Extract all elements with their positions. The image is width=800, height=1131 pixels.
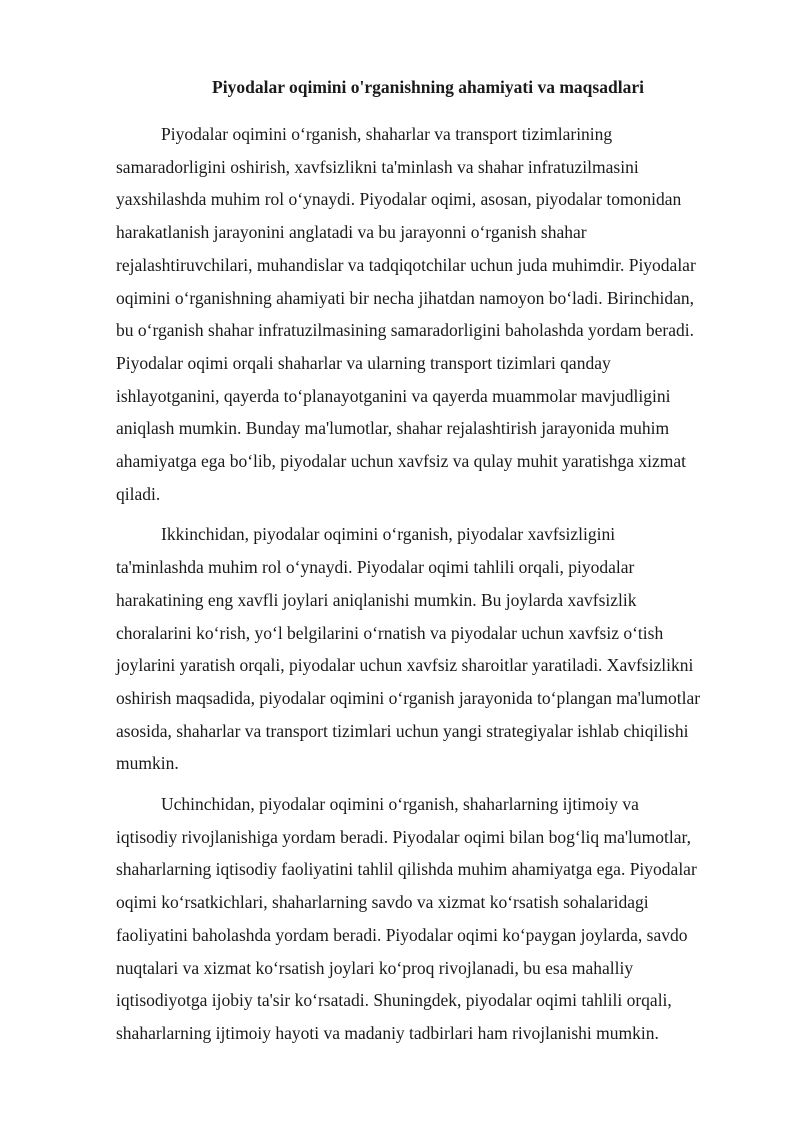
text-line: oshirish maqsadida, piyodalar oqimini o‘rganish jarayonida to‘plangan ma'lumotlar [116,687,701,708]
text-line: yaxshilashda muhim rol o‘ynaydi. Piyodalar oqimi, asosan, piyodalar tomonidan [116,189,682,210]
text-line: harakatlanish jarayonini anglatadi va bu jarayonni o‘rganish shahar [116,222,587,243]
text-line: mumkin. [116,753,179,774]
text-line: Ikkinchidan, piyodalar oqimini o‘rganish, piyodalar xavfsizligini [161,524,616,545]
text-line: harakatining eng xavfli joylari aniqlanishi mumkin. Bu joylarda xavfsizlik [116,589,637,610]
document-body [116,118,746,1058]
text-line: ishlayotganini, qayerda to‘planayotganini va qayerda muammolar mavjudligini [116,385,671,406]
text-line: oqimi ko‘rsatkichlari, shaharlarning savdo va xizmat ko‘rsatish sohalaridagi [116,892,649,913]
text-line: Piyodalar oqimi orqali shaharlar va ularning transport tizimlari qanday [116,352,611,373]
paragraph-3 [116,788,746,1050]
text-line: rejalashtiruvchilari, muhandislar va tadqiqotchilar uchun juda muhimdir. Piyodalar [116,254,696,275]
text-line: joylarini yaratish orqali, piyodalar uchun xavfsiz sharoitlar yaratiladi. Xavfsizlikni [116,655,694,676]
text-line: aniqlash mumkin. Bunday ma'lumotlar, shahar rejalashtirish jarayonida muhim [116,418,670,439]
document-title: Piyodalar oqimini o'rganishning ahamiyati va maqsadlari [212,77,644,97]
paragraph-2 [116,518,746,780]
text-line: bu o‘rganish shahar infratuzilmasining samaradorligini baholashda yordam beradi. [116,320,694,341]
text-line: faoliyatini baholashda yordam beradi. Piyodalar oqimi ko‘paygan joylarda, savdo [116,924,688,945]
paragraph-1 [116,118,746,510]
text-line: ahamiyatga ega bo‘lib, piyodalar uchun xavfsiz va qulay muhit yaratishga xizmat [116,451,687,472]
text-line: shaharlarning iqtisodiy faoliyatini tahlil qilishda muhim ahamiyatga ega. Piyodalar [116,859,697,880]
text-line: oqimini o‘rganishning ahamiyati bir necha jihatdan namoyon bo‘ladi. Birinchidan, [116,287,695,308]
text-line: iqtisodiy rivojlanishiga yordam beradi. Piyodalar oqimi bilan bog‘liq ma'lumotlar, [116,826,691,847]
text-line: qiladi. [116,483,161,504]
text-line: samaradorligini oshirish, xavfsizlikni ta'minlash va shahar infratuzilmasini [116,156,639,177]
text-line: Uchinchidan, piyodalar oqimini o‘rganish, shaharlarning ijtimoiy va [161,794,639,815]
text-line: nuqtalari va xizmat ko‘rsatish joylari ko‘proq rivojlanadi, bu esa mahalliy [116,957,634,978]
text-line: Piyodalar oqimini o‘rganish, shaharlar va transport tizimlarining [161,124,613,144]
text-line: shaharlarning ijtimoiy hayoti va madaniy tadbirlari ham rivojlanishi mumkin. [116,1022,659,1043]
text-line: asosida, shaharlar va transport tizimlari uchun yangi strategiyalar ishlab chiqilishi [116,720,689,741]
text-line: ta'minlashda muhim rol o‘ynaydi. Piyodalar oqimi tahlili orqali, piyodalar [116,557,635,578]
text-line: choralarini ko‘rish, yo‘l belgilarini o‘rnatish va piyodalar uchun xavfsiz o‘tish [116,622,664,643]
text-line: iqtisodiyotga ijobiy ta'sir ko‘rsatadi. Shuningdek, piyodalar oqimi tahlili orqali, [116,990,672,1011]
